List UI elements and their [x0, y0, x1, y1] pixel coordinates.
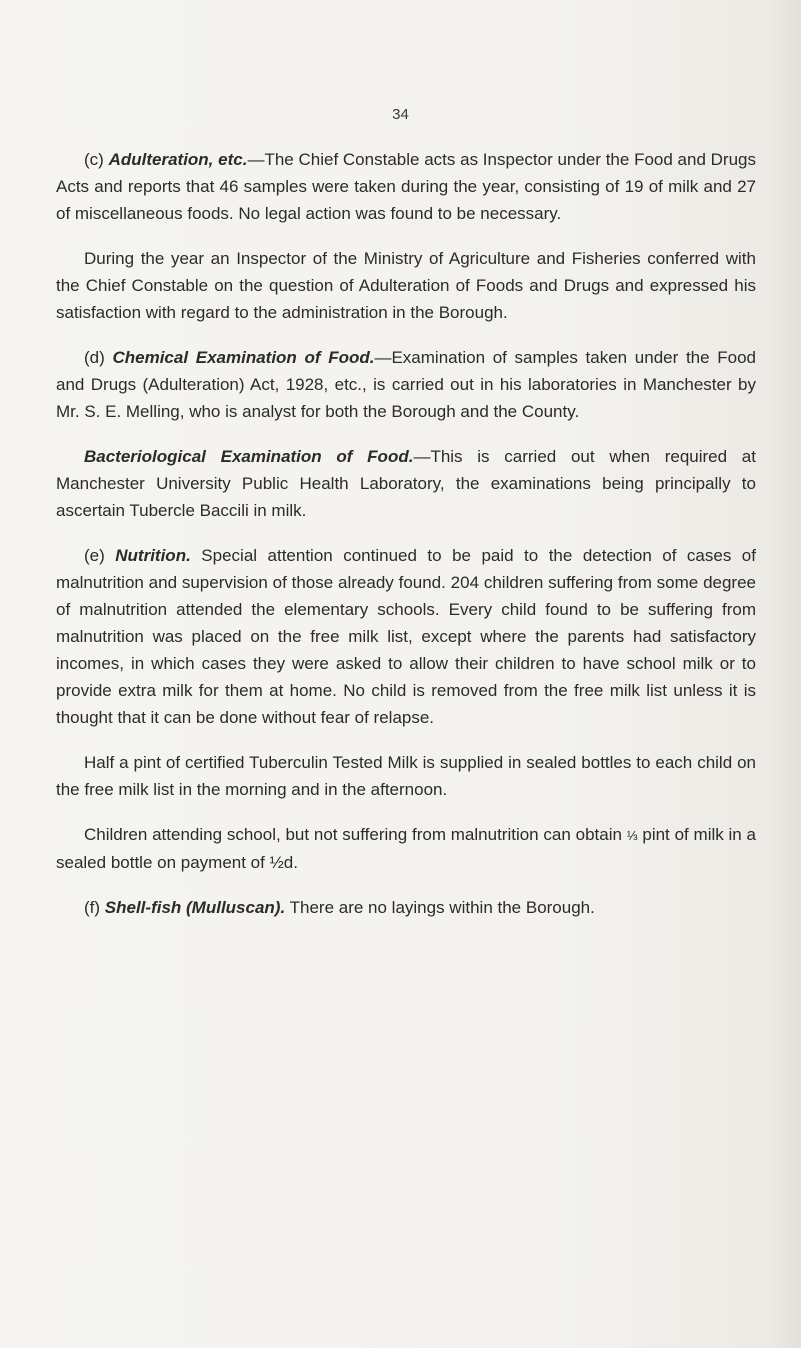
section-label: (e)	[84, 546, 105, 565]
paragraph-text: —The Chief Constable acts as Inspector under the Food and Drugs Acts and reports that 46 samples were taken during the year, consisting of 19 of milk and 27 of miscellaneous foods. No legal action was found to be necessary.	[56, 150, 756, 223]
fraction-pint: ⅓	[626, 828, 638, 843]
paragraph-bacteriological-examination	[56, 443, 756, 524]
section-heading-shellfish: Shell-fish (Mulluscan).	[104, 898, 286, 917]
paragraph-text: pint of milk in a sealed bottle on payment of	[56, 825, 756, 872]
section-heading-nutrition: Nutrition.	[115, 546, 191, 565]
section-label: (f)	[84, 898, 101, 917]
paragraph-text: Special attention continued to be paid to the detection of cases of malnutrition and supervision of those already found. 204 children suffering from some degree of malnutrition attended the elementary schools. Every child found to be suffering from malnutrition was placed on the free milk list, except where the parents had satisfactory incomes, in which cases they were asked to allow their children to have school milk or to provide extra milk for them at home. No child is removed from the free milk list unless it is thought that it can be done without fear of relapse.	[56, 546, 756, 727]
paragraph-text: There are no layings within the Borough.	[289, 898, 595, 917]
paragraph-adulteration	[56, 146, 756, 227]
document-body	[56, 146, 756, 939]
paragraph-chemical-examination	[56, 344, 756, 425]
paragraph-text: Half a pint of certified Tuberculin Tested Milk is supplied in sealed bottles to each child on the free milk list in the morning and in the afternoon.	[56, 753, 756, 799]
paragraph-text: —This is carried out when required at Manchester University Public Health Laboratory, the examinations being principally to ascertain Tubercle Baccili in milk.	[56, 447, 756, 520]
paragraph-milk-supply	[56, 749, 756, 803]
section-label: (d)	[84, 348, 105, 367]
paragraph-text: During the year an Inspector of the Ministry of Agriculture and Fisheries conferred with the Chief Constable on the question of Adulteration of Foods and Drugs and expressed his satisfaction with regard to the administration in the Borough.	[56, 249, 756, 322]
section-heading-adulteration: Adulteration, etc.	[108, 150, 248, 169]
paragraph-adulteration-inspection	[56, 245, 756, 326]
paragraph-nutrition	[56, 542, 756, 731]
section-label: (c)	[84, 150, 104, 169]
section-heading-chemical: Chemical Examination of Food.	[112, 348, 375, 367]
price: ½d.	[269, 853, 298, 872]
section-heading-bacteriological: Bacteriological Examination of Food.	[84, 447, 414, 466]
paragraph-children-attending	[56, 821, 756, 876]
paragraph-text: —Examination of samples taken under the Food and Drugs (Adulteration) Act, 1928, etc., is carried out in his laboratories in Manchester by Mr. S. E. Melling, who is analyst for both the Borough and the County.	[56, 348, 756, 421]
paragraph-text: Children attending school, but not suffering from malnutrition can obtain	[84, 825, 622, 844]
page-number: 34	[392, 106, 409, 123]
paragraph-shellfish	[56, 894, 756, 921]
